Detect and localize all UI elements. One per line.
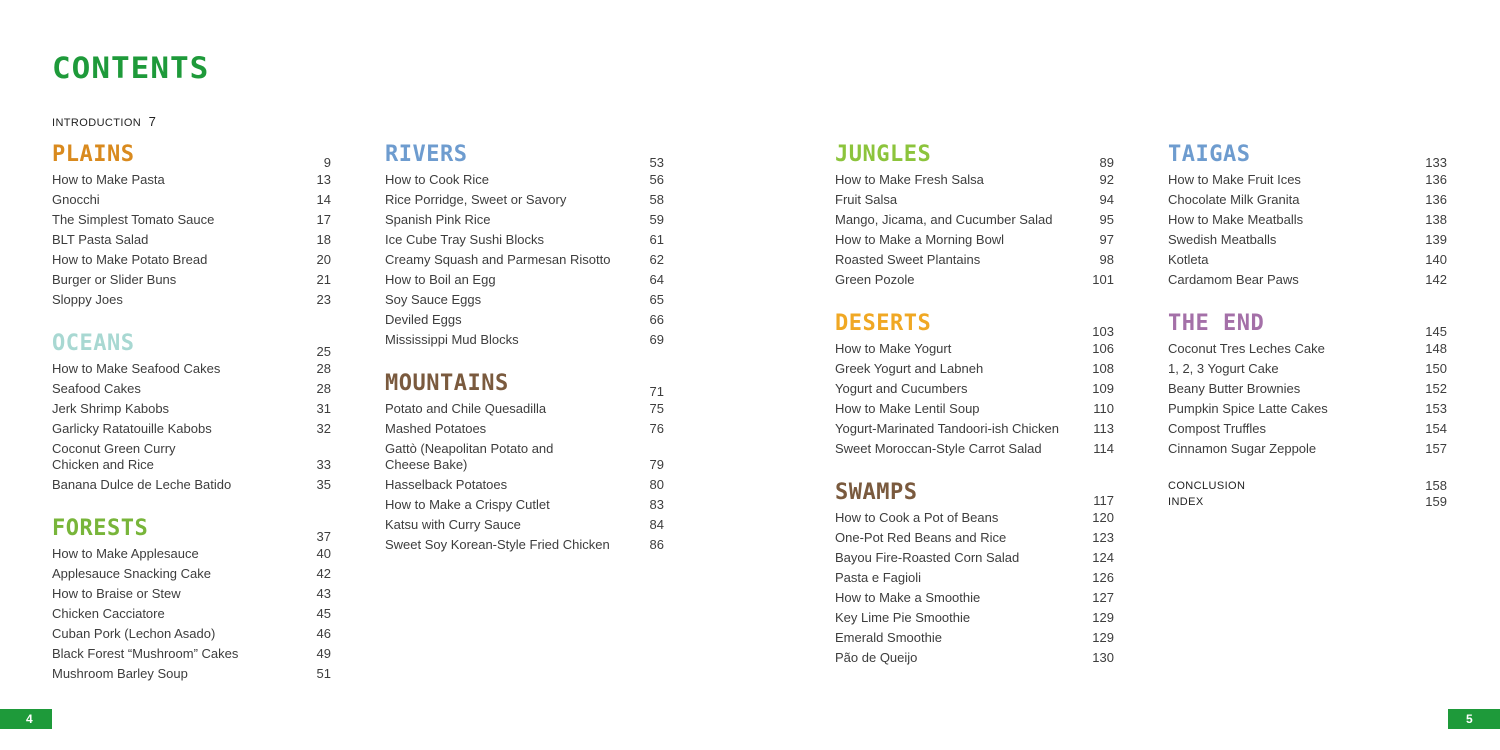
toc-entry[interactable]: [52, 604, 331, 624]
toc-entry[interactable]: [1168, 419, 1447, 439]
toc-entry[interactable]: [1168, 379, 1447, 399]
entry-title: Soy Sauce Eggs: [385, 292, 482, 307]
entry-title: Mississippi Mud Blocks: [385, 332, 519, 347]
section-header[interactable]: [52, 140, 331, 170]
entry-page: 23: [316, 292, 331, 307]
entry-title: How to Braise or Stew: [52, 586, 181, 601]
entry-title: Coconut Tres Leches Cake: [1168, 341, 1325, 356]
entry-page: 129: [1092, 630, 1114, 645]
toc-entry[interactable]: [835, 648, 1114, 668]
toc-entry[interactable]: [835, 230, 1114, 250]
entry-page: 80: [649, 477, 664, 492]
toc-entry[interactable]: [835, 628, 1114, 648]
toc-entry[interactable]: [835, 359, 1114, 379]
toc-entry[interactable]: [1168, 339, 1447, 359]
entry-page: 18: [316, 232, 331, 247]
entry-page: 84: [649, 517, 664, 532]
section-header[interactable]: [835, 478, 1114, 508]
entry-page: 33: [316, 457, 331, 472]
toc-entry[interactable]: [385, 210, 664, 230]
entry-page: 31: [316, 401, 331, 416]
entry-page: 51: [316, 666, 331, 681]
entry-title: Garlicky Ratatouille Kabobs: [52, 421, 212, 436]
toc-entry[interactable]: [52, 290, 331, 310]
entry-page: 79: [649, 457, 664, 472]
toc-entry[interactable]: [52, 564, 331, 584]
entry-page: 32: [316, 421, 331, 436]
entry-title: How to Make a Morning Bowl: [835, 232, 1005, 247]
section-deserts: [835, 309, 1114, 459]
entry-title: Swedish Meatballs: [1168, 232, 1277, 247]
toc-entry[interactable]: [52, 584, 331, 604]
entry-title: Cardamom Bear Paws: [1168, 272, 1299, 287]
entry-page: 120: [1092, 510, 1114, 525]
section-header[interactable]: [52, 514, 331, 544]
entry-title: Kotleta: [1168, 252, 1209, 267]
toc-entry[interactable]: [52, 419, 331, 439]
entry-page: 28: [316, 361, 331, 376]
entry-title: Sweet Soy Korean-Style Fried Chicken: [385, 537, 610, 552]
toc-entry[interactable]: [385, 439, 664, 475]
entry-title: One-Pot Red Beans and Rice: [835, 530, 1007, 545]
section-plains: [52, 140, 331, 310]
entry-page: 106: [1092, 341, 1114, 356]
toc-entry[interactable]: [52, 359, 331, 379]
toc-entry[interactable]: [385, 230, 664, 250]
entry-title: Creamy Squash and Parmesan Risotto: [385, 252, 611, 267]
entry-title: Cuban Pork (Lechon Asado): [52, 626, 216, 641]
entry-title: Beany Butter Brownies: [1168, 381, 1301, 396]
entry-title: CONCLUSION: [1168, 480, 1246, 492]
toc-entry[interactable]: [385, 310, 664, 330]
toc-entry[interactable]: [385, 190, 664, 210]
toc-entry[interactable]: [835, 608, 1114, 628]
toc-entry[interactable]: [52, 439, 331, 475]
toc-entry[interactable]: [52, 544, 331, 564]
entry-page: 92: [1099, 172, 1114, 187]
entry-page: 28: [316, 381, 331, 396]
entry-title: Gnocchi: [52, 192, 100, 207]
toc-entry[interactable]: [52, 475, 331, 495]
toc-entry[interactable]: [52, 644, 331, 664]
entry-page: 153: [1425, 401, 1447, 416]
entry-title: Yogurt and Cucumbers: [835, 381, 968, 396]
toc-entry[interactable]: [52, 210, 331, 230]
entry-title: Mango, Jicama, and Cucumber Salad: [835, 212, 1053, 227]
toc-entry[interactable]: [1168, 494, 1447, 510]
entry-title: The Simplest Tomato Sauce: [52, 212, 215, 227]
entry-page: 142: [1425, 272, 1447, 287]
section-header[interactable]: [52, 329, 331, 359]
toc-entry[interactable]: [835, 270, 1114, 290]
section-header[interactable]: [1168, 309, 1447, 339]
toc-entry[interactable]: [1168, 478, 1447, 494]
entry-title: Seafood Cakes: [52, 381, 141, 396]
entry-page: 109: [1092, 381, 1114, 396]
toc-entry[interactable]: [1168, 359, 1447, 379]
entry-page: 101: [1092, 272, 1114, 287]
entry-title: Sloppy Joes: [52, 292, 123, 307]
toc-entry[interactable]: [1168, 270, 1447, 290]
entry-page: 75: [649, 401, 664, 416]
toc-entry[interactable]: [385, 270, 664, 290]
toc-entry[interactable]: [52, 399, 331, 419]
toc-entry[interactable]: [52, 379, 331, 399]
section-page: 145: [1425, 324, 1447, 339]
entry-title: Chocolate Milk Granita: [1168, 192, 1300, 207]
entry-page: 42: [316, 566, 331, 581]
section-header[interactable]: [1168, 140, 1447, 170]
toc-entry[interactable]: [1168, 439, 1447, 459]
toc-entry[interactable]: [1168, 170, 1447, 190]
section-mountains: [385, 369, 664, 555]
entry-page: 83: [649, 497, 664, 512]
entry-title: Green Pozole: [835, 272, 915, 287]
toc-entry[interactable]: [835, 588, 1114, 608]
entry-title: Black Forest “Mushroom” Cakes: [52, 646, 239, 661]
section-rivers: [385, 140, 664, 350]
toc-entry[interactable]: [52, 250, 331, 270]
toc-entry[interactable]: [385, 419, 664, 439]
entry-title: How to Make Seafood Cakes: [52, 361, 221, 376]
section-page: 133: [1425, 155, 1447, 170]
entry-title: How to Make Applesauce: [52, 546, 199, 561]
toc-column-2: [385, 140, 664, 574]
toc-entry[interactable]: [835, 548, 1114, 568]
entry-title: Pão de Queijo: [835, 650, 918, 665]
entry-title: How to Make Potato Bread: [52, 252, 208, 267]
entry-title: Key Lime Pie Smoothie: [835, 610, 971, 625]
entry-page: 130: [1092, 650, 1114, 665]
entry-page: 139: [1425, 232, 1447, 247]
section-jungles: [835, 140, 1114, 290]
page-number-left: 4: [0, 709, 52, 729]
toc-column-4: [1168, 140, 1447, 510]
toc-entry[interactable]: [52, 230, 331, 250]
entry-page: 108: [1092, 361, 1114, 376]
toc-entry[interactable]: [835, 419, 1114, 439]
toc-entry[interactable]: [385, 535, 664, 555]
entry-page: 138: [1425, 212, 1447, 227]
entry-page: 123: [1092, 530, 1114, 545]
toc-column-1: [52, 140, 331, 703]
toc-entry[interactable]: [835, 568, 1114, 588]
entry-title: Sweet Moroccan-Style Carrot Salad: [835, 441, 1042, 456]
entry-page: 49: [316, 646, 331, 661]
entry-title: Coconut Green Curry Chicken and Rice: [52, 441, 176, 472]
entry-page: 95: [1099, 212, 1114, 227]
toc-entry[interactable]: [835, 170, 1114, 190]
entry-title: How to Make Yogurt: [835, 341, 952, 356]
intro-page: 7: [148, 114, 156, 129]
entry-title: Roasted Sweet Plantains: [835, 252, 981, 267]
entry-page: 14: [316, 192, 331, 207]
toc-entry[interactable]: [835, 439, 1114, 459]
entry-title: Banana Dulce de Leche Batido: [52, 477, 232, 492]
entry-title: How to Make Fresh Salsa: [835, 172, 984, 187]
toc-entry[interactable]: [835, 379, 1114, 399]
entry-page: 140: [1425, 252, 1447, 267]
entry-title: Mashed Potatoes: [385, 421, 487, 436]
entry-page: 110: [1093, 401, 1114, 416]
entry-title: Potato and Chile Quesadilla: [385, 401, 547, 416]
section-swamps: [835, 478, 1114, 668]
entry-title: Rice Porridge, Sweet or Savory: [385, 192, 567, 207]
entry-title: How to Cook Rice: [385, 172, 490, 187]
section-page: 53: [649, 155, 664, 170]
entry-title: 1, 2, 3 Yogurt Cake: [1168, 361, 1279, 376]
toc-entry[interactable]: [385, 399, 664, 419]
section-title: PLAINS: [52, 142, 135, 167]
section-the-end: [1168, 309, 1447, 459]
toc-entry[interactable]: [52, 170, 331, 190]
entry-page: 114: [1093, 441, 1114, 456]
section-title: DESERTS: [835, 311, 932, 336]
section-page: 9: [323, 155, 331, 170]
section-title: MOUNTAINS: [385, 371, 509, 396]
section-page: 71: [649, 384, 664, 399]
toc-entry[interactable]: [835, 250, 1114, 270]
entry-page: 76: [649, 421, 664, 436]
toc-entry[interactable]: [385, 330, 664, 350]
entry-page: 65: [649, 292, 664, 307]
toc-entry[interactable]: [835, 339, 1114, 359]
entry-page: 126: [1092, 570, 1114, 585]
entry-page: 69: [649, 332, 664, 347]
toc-column-3: [835, 140, 1114, 687]
entry-title: Applesauce Snacking Cake: [52, 566, 211, 581]
entry-page: 97: [1099, 232, 1114, 247]
entry-title: Burger or Slider Buns: [52, 272, 177, 287]
section-header[interactable]: [385, 140, 664, 170]
entry-page: 148: [1425, 341, 1447, 356]
entry-page: 59: [649, 212, 664, 227]
section-page: 117: [1093, 493, 1114, 508]
section-title: FORESTS: [52, 516, 149, 541]
entry-page: 45: [316, 606, 331, 621]
toc-entry[interactable]: [835, 210, 1114, 230]
entry-page: 159: [1425, 494, 1447, 509]
section-header[interactable]: [835, 309, 1114, 339]
toc-entry[interactable]: [385, 170, 664, 190]
entry-title: Fruit Salsa: [835, 192, 898, 207]
entry-title: Chicken Cacciatore: [52, 606, 165, 621]
entry-title: Yogurt-Marinated Tandoori-ish Chicken: [835, 421, 1060, 436]
section-title: OCEANS: [52, 331, 135, 356]
page-number-right: 5: [1448, 709, 1500, 729]
entry-title: Bayou Fire-Roasted Corn Salad: [835, 550, 1020, 565]
entry-page: 20: [316, 252, 331, 267]
entry-title: How to Boil an Egg: [385, 272, 496, 287]
page-title: CONTENTS: [52, 51, 210, 86]
section-title: SWAMPS: [835, 480, 918, 505]
entry-page: 129: [1092, 610, 1114, 625]
section-header[interactable]: [835, 140, 1114, 170]
entry-title: How to Make Pasta: [52, 172, 165, 187]
entry-page: 154: [1425, 421, 1447, 436]
section-oceans: [52, 329, 331, 495]
toc-entry[interactable]: [385, 290, 664, 310]
entry-title: Deviled Eggs: [385, 312, 462, 327]
entry-title: BLT Pasta Salad: [52, 232, 149, 247]
section-title: THE END: [1168, 311, 1265, 336]
entry-page: 158: [1425, 478, 1447, 493]
entry-title: Spanish Pink Rice: [385, 212, 491, 227]
entry-title: Ice Cube Tray Sushi Blocks: [385, 232, 544, 247]
entry-page: 40: [316, 546, 331, 561]
entry-title: Hasselback Potatoes: [385, 477, 508, 492]
entry-title: Pumpkin Spice Latte Cakes: [1168, 401, 1328, 416]
entry-page: 113: [1093, 421, 1114, 436]
section-title: JUNGLES: [835, 142, 932, 167]
toc-entry[interactable]: [385, 515, 664, 535]
section-page: 37: [316, 529, 331, 544]
toc-entry[interactable]: [385, 250, 664, 270]
entry-title: How to Make Meatballs: [1168, 212, 1304, 227]
section-forests: [52, 514, 331, 684]
toc-entry[interactable]: [385, 495, 664, 515]
toc-entry[interactable]: [52, 624, 331, 644]
toc-entry[interactable]: [52, 190, 331, 210]
entry-title: How to Make Fruit Ices: [1168, 172, 1301, 187]
entry-title: Compost Truffles: [1168, 421, 1267, 436]
entry-title: INDEX: [1168, 496, 1204, 508]
entry-page: 62: [649, 252, 664, 267]
entry-page: 136: [1425, 172, 1447, 187]
entry-title: How to Cook a Pot of Beans: [835, 510, 999, 525]
toc-entry[interactable]: [835, 508, 1114, 528]
entry-page: 66: [649, 312, 664, 327]
entry-page: 64: [649, 272, 664, 287]
entry-page: 13: [316, 172, 331, 187]
entry-title: Gattò (Neapolitan Potato and Cheese Bake): [385, 441, 554, 472]
toc-entry[interactable]: [1168, 250, 1447, 270]
entry-page: 35: [316, 477, 331, 492]
toc-entry[interactable]: [1168, 210, 1447, 230]
entry-title: Emerald Smoothie: [835, 630, 942, 645]
toc-entry[interactable]: [1168, 399, 1447, 419]
section-page: 103: [1092, 324, 1114, 339]
entry-page: 136: [1425, 192, 1447, 207]
entry-title: Jerk Shrimp Kabobs: [52, 401, 170, 416]
section-header[interactable]: [385, 369, 664, 399]
entry-title: How to Make Lentil Soup: [835, 401, 980, 416]
entry-title: Mushroom Barley Soup: [52, 666, 188, 681]
back-matter: [1168, 478, 1447, 510]
entry-title: Cinnamon Sugar Zeppole: [1168, 441, 1317, 456]
section-title: RIVERS: [385, 142, 468, 167]
toc-entry[interactable]: [835, 399, 1114, 419]
entry-title: Katsu with Curry Sauce: [385, 517, 521, 532]
intro-label: INTRODUCTION: [52, 117, 142, 129]
toc-entry[interactable]: [1168, 190, 1447, 210]
toc-entry[interactable]: [385, 475, 664, 495]
entry-title: How to Make a Crispy Cutlet: [385, 497, 550, 512]
entry-page: 152: [1425, 381, 1447, 396]
toc-entry[interactable]: [835, 528, 1114, 548]
entry-page: 150: [1425, 361, 1447, 376]
entry-page: 56: [649, 172, 664, 187]
entry-page: 43: [316, 586, 331, 601]
entry-page: 21: [316, 272, 331, 287]
intro-entry[interactable]: [52, 114, 156, 129]
toc-entry[interactable]: [835, 190, 1114, 210]
entry-title: How to Make a Smoothie: [835, 590, 981, 605]
entry-page: 98: [1099, 252, 1114, 267]
entry-page: 46: [316, 626, 331, 641]
entry-page: 124: [1092, 550, 1114, 565]
entry-page: 86: [649, 537, 664, 552]
entry-page: 157: [1425, 441, 1447, 456]
entry-title: Greek Yogurt and Labneh: [835, 361, 984, 376]
section-taigas: [1168, 140, 1447, 290]
entry-page: 127: [1092, 590, 1114, 605]
section-page: 89: [1099, 155, 1114, 170]
toc-entry[interactable]: [52, 664, 331, 684]
entry-page: 17: [316, 212, 331, 227]
section-page: 25: [316, 344, 331, 359]
entry-title: Pasta e Fagioli: [835, 570, 921, 585]
section-title: TAIGAS: [1168, 142, 1251, 167]
entry-page: 94: [1099, 192, 1114, 207]
toc-entry[interactable]: [1168, 230, 1447, 250]
entry-page: 58: [649, 192, 664, 207]
toc-entry[interactable]: [52, 270, 331, 290]
entry-page: 61: [649, 232, 664, 247]
